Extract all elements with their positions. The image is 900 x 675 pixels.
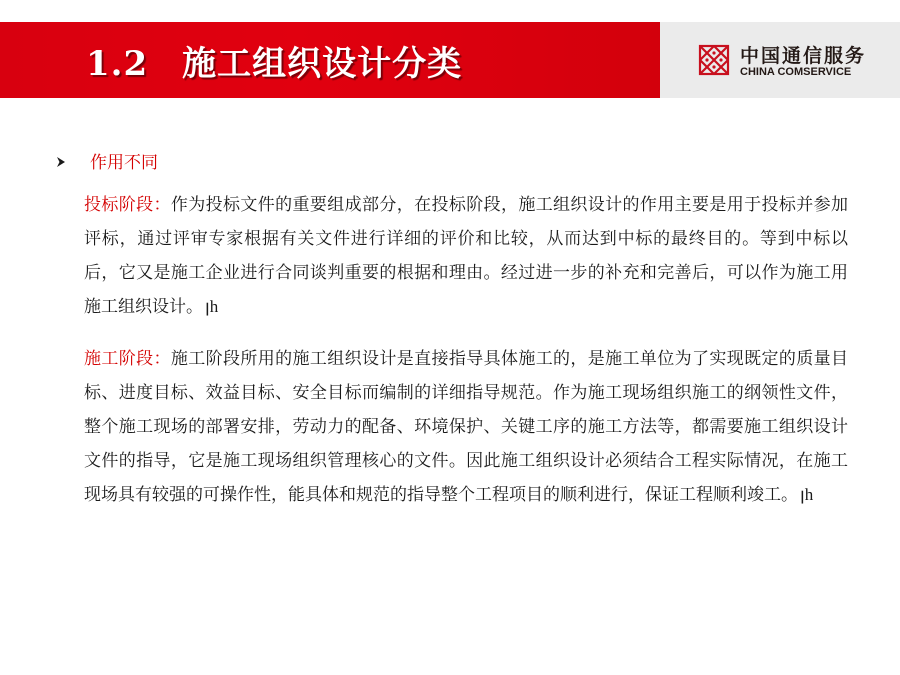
paragraph-lead: 投标阶段： [84, 195, 171, 215]
slide-header [0, 22, 900, 98]
paragraph-lead: 施工阶段： [84, 349, 171, 369]
china-comservice-logo-icon [698, 44, 730, 76]
paragraph-tail-mark: ꞁh [205, 297, 219, 316]
logo-band [660, 22, 900, 98]
arrow-bullet-icon [56, 156, 66, 168]
paragraph-construction-stage [84, 342, 848, 512]
logo-chinese-text: 中国通信服务 [740, 45, 867, 67]
paragraph-bidding-stage [84, 188, 848, 324]
section-number: 1.2 [86, 44, 149, 84]
paragraph-tail-mark: ꞁh [800, 485, 814, 504]
paragraph-body: 作为投标文件的重要组成部分，在投标阶段，施工组织设计的作用主要是用于投标并参加评标，通过评审专家根据有关文件进行详细的评价和比较，从而达到中标的最终目的。等到中标以后，它又是施工企业进行合同谈判重要的根据和理由。经过进一步的补充和完善后，可以作为施工用施工组织设计。 [84, 195, 849, 317]
title-label: 施工组织设计分类 [182, 44, 463, 84]
paragraph-body: 施工阶段所用的施工组织设计是直接指导具体施工的，是施工单位为了实现既定的质量目标、进度目标、效益目标、安全目标而编制的详细指导规范。作为施工现场组织施工的纲领性文件，整个施工现场的部署安排，劳动力的配备、环境保护、关键工序的施工方法等，都需要施工组织设计文件的指导，它是施工现场组织管理核心的文件。因此施工组织设计必须结合工程实际情况，在施工现场具有较强的可操作性，能具体和规范的指导整个工程项目的顺利进行，保证工程顺利竣工。 [84, 349, 849, 505]
logo-english-text: CHINA COMSERVICE [740, 66, 852, 78]
slide-title [86, 36, 462, 85]
title-band [0, 22, 660, 98]
bullet-text: 作用不同 [90, 153, 158, 173]
